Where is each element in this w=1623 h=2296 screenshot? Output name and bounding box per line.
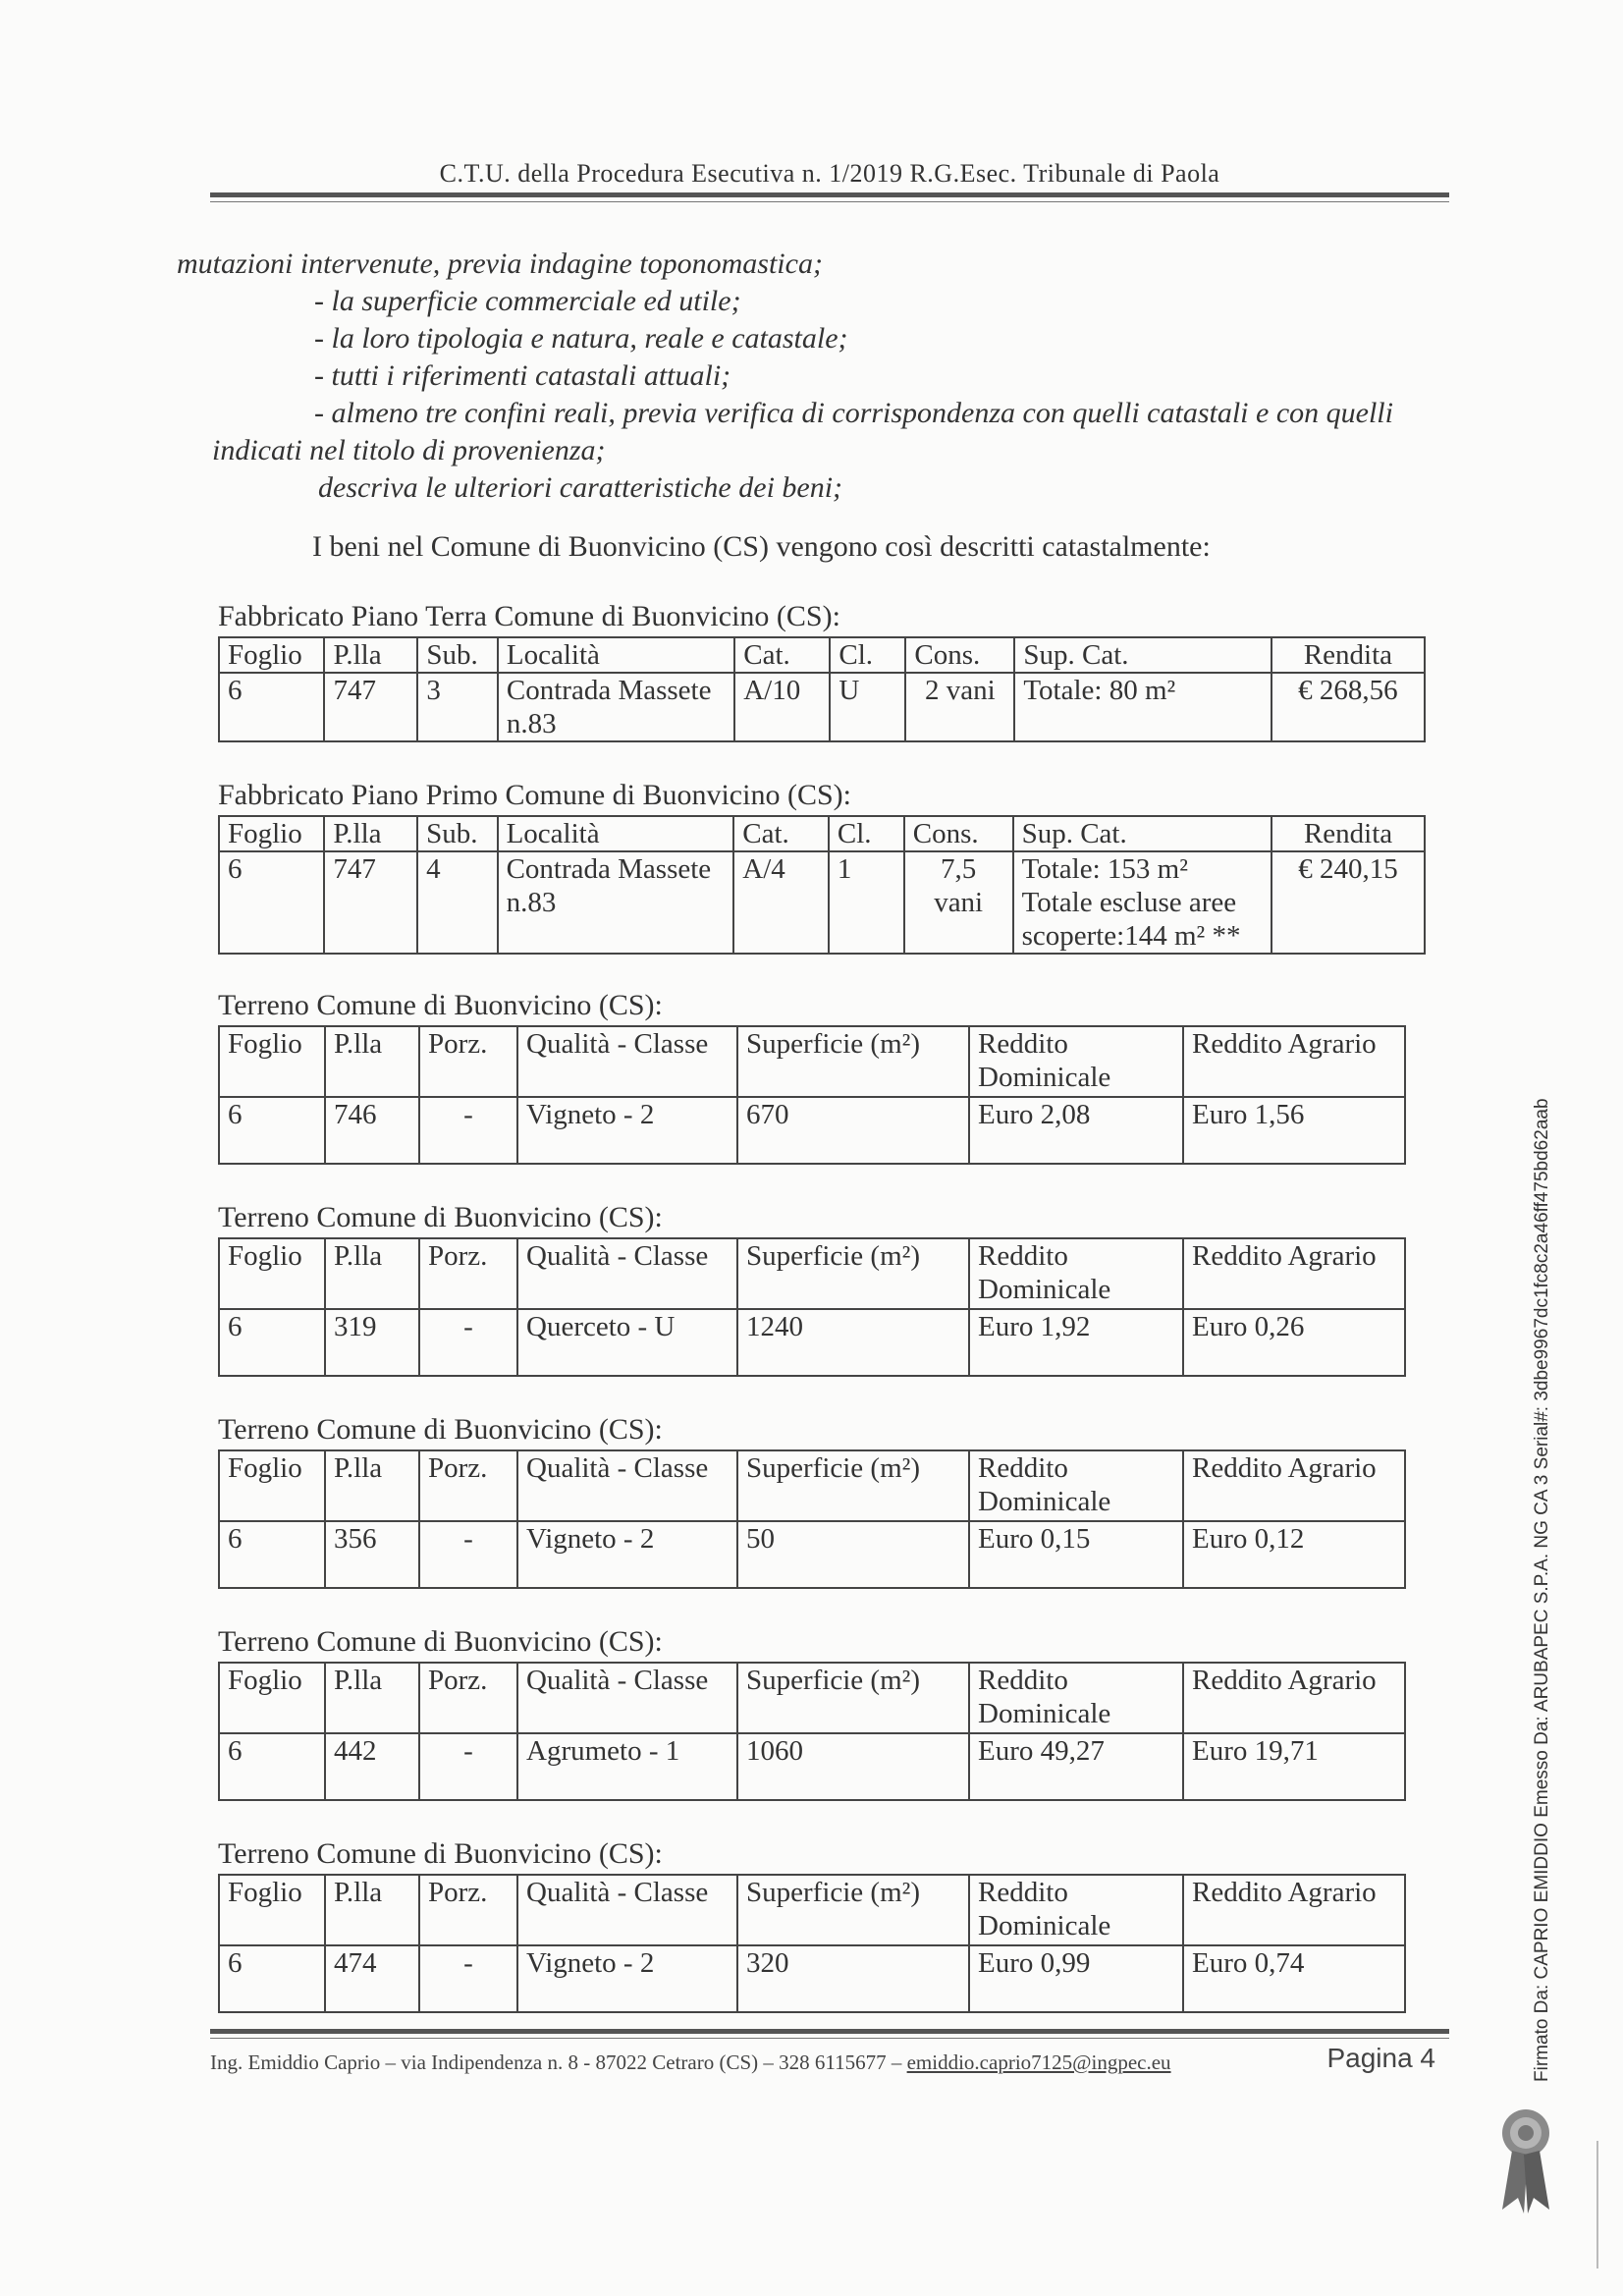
table-header-row <box>219 1875 1405 1945</box>
header-cell: Rendita <box>1271 637 1425 673</box>
header-cell: Reddito Agrario <box>1183 1875 1405 1945</box>
intro-line: descriva le ulteriori caratteristiche dei beni; <box>318 471 843 504</box>
header-cell: Reddito Agrario <box>1183 1450 1405 1521</box>
header-cell: Qualità - Classe <box>517 1663 737 1733</box>
header-rule <box>210 192 1449 197</box>
header-cell: Reddito Agrario <box>1183 1026 1405 1097</box>
header-cell: Foglio <box>219 1875 325 1945</box>
header-cell: Porz. <box>419 1026 517 1097</box>
terreno-table <box>218 1025 1406 1165</box>
header-cell: Porz. <box>419 1238 517 1309</box>
cell-sup: Totale: 153 m² Totale escluse aree scoperte:144 m² ** <box>1013 851 1272 954</box>
header-cell: Qualità - Classe <box>517 1875 737 1945</box>
cell-sub: 4 <box>417 851 497 954</box>
header-cell: Foglio <box>219 1663 325 1733</box>
terreno-table <box>218 1874 1406 2013</box>
header-cell: Sup. Cat. <box>1014 637 1271 673</box>
table-row <box>219 1945 1405 2012</box>
header-cell: Cat. <box>733 816 829 851</box>
header-cell: Foglio <box>219 1450 325 1521</box>
cell-sup: Totale: 80 m² <box>1014 673 1271 741</box>
cell-reddito-dominicale: Euro 1,92 <box>969 1309 1183 1376</box>
cell-reddito-dominicale: Euro 0,99 <box>969 1945 1183 2012</box>
footer-address-text: Ing. Emiddio Caprio – via Indipendenza n. 8 - 87022 Cetraro (CS) – 328 6115677 – <box>210 2050 907 2074</box>
header-cell: Cons. <box>904 816 1013 851</box>
header-cell: Rendita <box>1271 816 1425 851</box>
cell-porz: - <box>419 1733 517 1800</box>
header-cell: Foglio <box>219 816 324 851</box>
intro-line: - la loro tipologia e natura, reale e catastale; <box>314 322 848 355</box>
fabbricato-table <box>218 815 1426 955</box>
terreno-section <box>218 1198 1426 1377</box>
table-row <box>219 1733 1405 1800</box>
header-cell: Porz. <box>419 1875 517 1945</box>
header-cell: Sup. Cat. <box>1013 816 1272 851</box>
section-title: Terreno Comune di Buonvicino (CS): <box>218 1413 663 1446</box>
table-row <box>219 1097 1405 1164</box>
terreno-table <box>218 1662 1406 1801</box>
table-row <box>219 673 1425 741</box>
header-cell: P.lla <box>325 1026 419 1097</box>
cell-foglio: 6 <box>219 1945 325 2012</box>
section-title: Terreno Comune di Buonvicino (CS): <box>218 1201 663 1233</box>
cell-superficie: 50 <box>737 1521 969 1588</box>
header-cell: Cl. <box>830 637 905 673</box>
cell-plla: 747 <box>324 673 417 741</box>
header-cell: Località <box>498 637 734 673</box>
header-cell: Cl. <box>829 816 904 851</box>
footer-rule <box>210 2029 1449 2034</box>
cell-qualita: Vigneto - 2 <box>517 1097 737 1164</box>
table-header-row <box>219 1026 1405 1097</box>
cell-superficie: 1060 <box>737 1733 969 1800</box>
header-cell: P.lla <box>325 1875 419 1945</box>
cell-porz: - <box>419 1521 517 1588</box>
header-cell: Reddito Dominicale <box>969 1663 1183 1733</box>
cell-plla: 746 <box>325 1097 419 1164</box>
header-cell: P.lla <box>324 816 417 851</box>
cell-superficie: 320 <box>737 1945 969 2012</box>
header-cell: Cons. <box>905 637 1014 673</box>
cell-qualita: Vigneto - 2 <box>517 1521 737 1588</box>
cell-foglio: 6 <box>219 1521 325 1588</box>
header-cell: Qualità - Classe <box>517 1450 737 1521</box>
header-cell: Porz. <box>419 1450 517 1521</box>
intro-line: indicati nel titolo di provenienza; <box>212 434 606 466</box>
header-cell: Reddito Dominicale <box>969 1026 1183 1097</box>
header-cell: Superficie (m²) <box>737 1663 969 1733</box>
intro-line: - la superficie commerciale ed utile; <box>314 285 741 317</box>
header-cell: Superficie (m²) <box>737 1238 969 1309</box>
cell-reddito-agrario: Euro 0,26 <box>1183 1309 1405 1376</box>
header-cell: Località <box>498 816 734 851</box>
cell-cat: A/10 <box>734 673 830 741</box>
header-cell: P.lla <box>325 1238 419 1309</box>
page-number: Pagina 4 <box>1326 2043 1435 2073</box>
header-cell: P.lla <box>324 637 417 673</box>
header-cell: Sub. <box>417 637 498 673</box>
cell-rendita: € 268,56 <box>1271 673 1425 741</box>
table-row <box>219 1521 1405 1588</box>
cell-superficie: 670 <box>737 1097 969 1164</box>
page-header: C.T.U. della Procedura Esecutiva n. 1/2019 R.G.Esec. Tribunale di Paola <box>439 159 1220 188</box>
header-rule-thin <box>210 201 1449 202</box>
table-header-row <box>219 637 1425 673</box>
terreno-table <box>218 1237 1406 1377</box>
header-cell: Foglio <box>219 1238 325 1309</box>
header-cell: Foglio <box>219 637 324 673</box>
cell-localita: Contrada Massete n.83 <box>498 673 734 741</box>
cell-porz: - <box>419 1945 517 2012</box>
cell-cons: 7,5 vani <box>904 851 1013 954</box>
header-cell: Reddito Agrario <box>1183 1663 1405 1733</box>
footer-address <box>210 2050 1171 2075</box>
cell-cl: U <box>830 673 905 741</box>
cell-foglio: 6 <box>219 851 324 954</box>
cell-reddito-agrario: Euro 1,56 <box>1183 1097 1405 1164</box>
lead-paragraph: I beni nel Comune di Buonvicino (CS) vengono così descritti catastalmente: <box>312 530 1211 563</box>
cell-cat: A/4 <box>733 851 829 954</box>
header-cell: Porz. <box>419 1663 517 1733</box>
table-header-row <box>219 1450 1405 1521</box>
header-cell: P.lla <box>325 1663 419 1733</box>
cell-qualita: Querceto - U <box>517 1309 737 1376</box>
section-title: Fabbricato Piano Primo Comune di Buonvicino (CS): <box>218 779 851 811</box>
terreno-section <box>218 1834 1426 2013</box>
section-title: Fabbricato Piano Terra Comune di Buonvicino (CS): <box>218 600 840 632</box>
cell-qualita: Agrumeto - 1 <box>517 1733 737 1800</box>
cell-superficie: 1240 <box>737 1309 969 1376</box>
rosette-seal-icon <box>1494 2100 1557 2217</box>
terreno-section <box>218 1410 1426 1589</box>
table-row <box>219 1309 1405 1376</box>
table-header-row <box>219 816 1425 851</box>
header-cell: Cat. <box>734 637 830 673</box>
table-row <box>219 851 1425 954</box>
header-cell: Reddito Dominicale <box>969 1450 1183 1521</box>
header-cell: Foglio <box>219 1026 325 1097</box>
cell-localita: Contrada Massete n.83 <box>498 851 734 954</box>
cell-qualita: Vigneto - 2 <box>517 1945 737 2012</box>
cell-foglio: 6 <box>219 673 324 741</box>
table-header-row <box>219 1238 1405 1309</box>
cell-plla: 747 <box>324 851 417 954</box>
cell-plla: 356 <box>325 1521 419 1588</box>
terreno-table <box>218 1449 1406 1589</box>
terreno-section <box>218 986 1426 1165</box>
fabbricato-table <box>218 636 1426 742</box>
cell-foglio: 6 <box>219 1309 325 1376</box>
fabbricato-section <box>218 776 1426 955</box>
intro-line: - tutti i riferimenti catastali attuali; <box>314 359 731 392</box>
cell-reddito-agrario: Euro 0,12 <box>1183 1521 1405 1588</box>
cell-foglio: 6 <box>219 1097 325 1164</box>
section-title: Terreno Comune di Buonvicino (CS): <box>218 1625 663 1658</box>
header-cell: Reddito Dominicale <box>969 1875 1183 1945</box>
edge-line <box>1596 2141 1598 2269</box>
cell-reddito-dominicale: Euro 49,27 <box>969 1733 1183 1800</box>
header-cell: Reddito Agrario <box>1183 1238 1405 1309</box>
table-header-row <box>219 1663 1405 1733</box>
cell-cons: 2 vani <box>905 673 1014 741</box>
header-cell: Superficie (m²) <box>737 1450 969 1521</box>
cell-reddito-dominicale: Euro 0,15 <box>969 1521 1183 1588</box>
cell-foglio: 6 <box>219 1733 325 1800</box>
cell-rendita: € 240,15 <box>1271 851 1425 954</box>
cell-plla: 319 <box>325 1309 419 1376</box>
cell-porz: - <box>419 1309 517 1376</box>
cell-sub: 3 <box>417 673 498 741</box>
terreno-section <box>218 1622 1426 1801</box>
intro-line: - almeno tre confini reali, previa verifica di corrispondenza con quelli catastali e con quelli <box>314 397 1393 429</box>
cell-porz: - <box>419 1097 517 1164</box>
footer-email-link[interactable]: emiddio.caprio7125@ingpec.eu <box>906 2050 1171 2074</box>
fabbricato-section <box>218 597 1426 742</box>
digital-signature-text: Firmato Da: CAPRIO EMIDDIO Emesso Da: ARUBAPEC S.P.A. NG CA 3 Serial#: 3dbe9967dc1fc8c2a46ff475bd62aab <box>1532 1098 1552 2082</box>
header-cell: P.lla <box>325 1450 419 1521</box>
cell-plla: 442 <box>325 1733 419 1800</box>
header-cell: Qualità - Classe <box>517 1238 737 1309</box>
section-title: Terreno Comune di Buonvicino (CS): <box>218 989 663 1021</box>
cell-reddito-agrario: Euro 0,74 <box>1183 1945 1405 2012</box>
header-cell: Qualità - Classe <box>517 1026 737 1097</box>
cell-reddito-agrario: Euro 19,71 <box>1183 1733 1405 1800</box>
header-cell: Superficie (m²) <box>737 1875 969 1945</box>
intro-line: mutazioni intervenute, previa indagine toponomastica; <box>177 247 823 280</box>
footer-rule-thin <box>210 2038 1449 2039</box>
cell-plla: 474 <box>325 1945 419 2012</box>
cell-cl: 1 <box>829 851 904 954</box>
section-title: Terreno Comune di Buonvicino (CS): <box>218 1837 663 1870</box>
intro-text <box>177 246 1453 507</box>
header-cell: Reddito Dominicale <box>969 1238 1183 1309</box>
header-cell: Superficie (m²) <box>737 1026 969 1097</box>
header-cell: Sub. <box>417 816 497 851</box>
cell-reddito-dominicale: Euro 2,08 <box>969 1097 1183 1164</box>
